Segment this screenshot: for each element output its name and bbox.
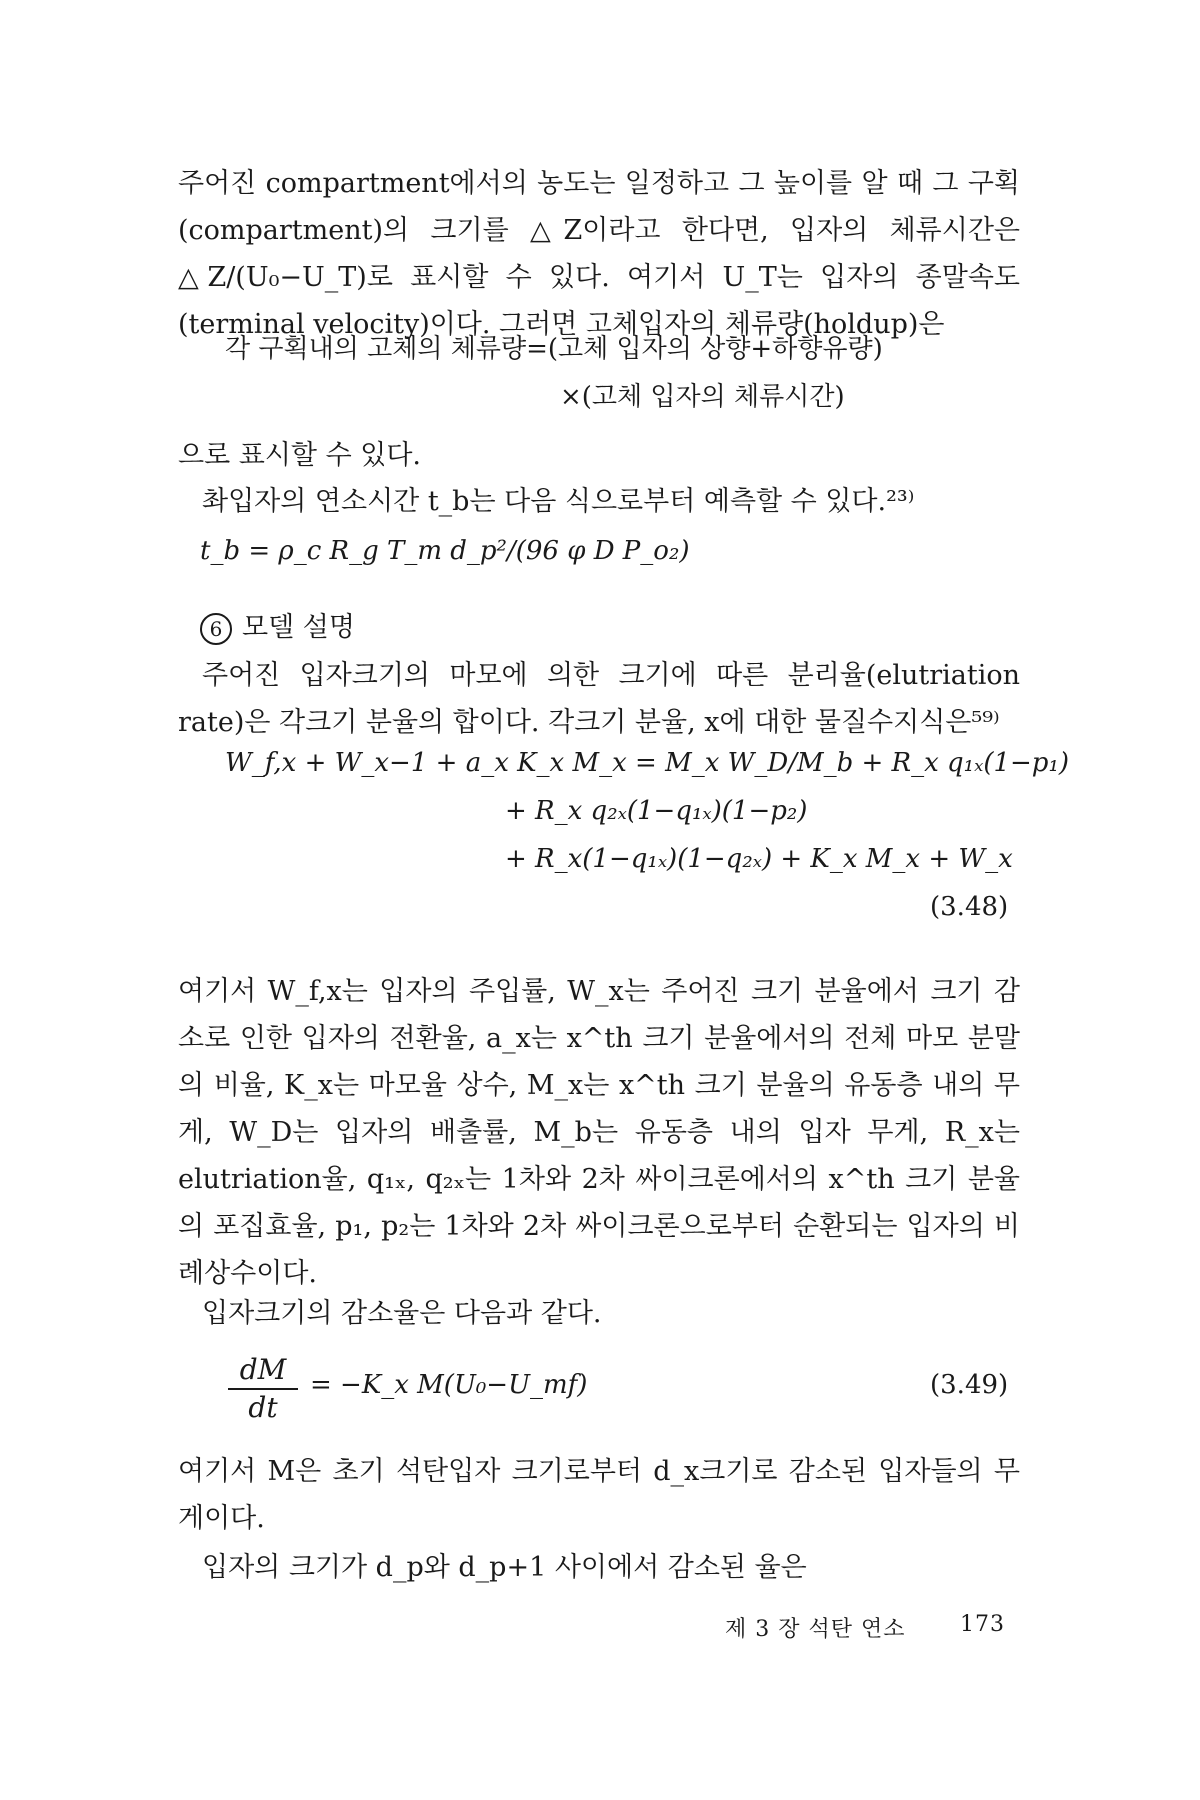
paragraph-size-reduction-intro: 입자크기의 감소율은 다음과 같다. (202, 1298, 602, 1329)
holdup-equation-line2: ×(고체 입자의 체류시간) (560, 382, 845, 412)
equation-number-3-48: (3.48) (930, 892, 1009, 922)
equation-number-3-49: (3.49) (930, 1370, 1009, 1400)
paragraph-display-note: 으로 표시할 수 있다. (178, 440, 421, 471)
mass-balance-line1: W_f,x + W_x−1 + a_x K_x M_x = M_x W_D/M_b + R_x q₁ₓ(1−p₁) (225, 748, 1070, 778)
holdup-equation-line1: 각 구획내의 고체의 체류량=(고체 입자의 상향+하향유량) (225, 334, 883, 364)
section-number-badge: 6 (200, 613, 232, 645)
mass-balance-line2: + R_x q₂ₓ(1−q₁ₓ)(1−p₂) (505, 796, 808, 826)
paragraph-burn-time-intro: 촤입자의 연소시간 t_b는 다음 식으로부터 예측할 수 있다.²³⁾ (202, 486, 915, 517)
paragraph-weight-definition: 여기서 M은 초기 석탄입자 크기로부터 d_x크기로 감소된 입자들의 무게이다. (178, 1456, 1020, 1534)
rate-fraction (228, 1352, 298, 1426)
rate-equation-rhs: = −K_x M(U₀−U_mf) (310, 1370, 588, 1400)
paragraph-compartment: 주어진 compartment에서의 농도는 일정하고 그 높이를 알 때 그 구획(compartment)의 크기를 △Z이라고 한다면, 입자의 체류시간은 △Z/(U₀−U_T)로 표시할 수 있다. 여기서 U_T는 입자의 종말속도(terminal velocity)이다. 그러면 고체입자의 체류량(holdup)은 (178, 168, 1020, 340)
mass-balance-line3: + R_x(1−q₁ₓ)(1−q₂ₓ) + K_x M_x + W_x (505, 844, 1013, 874)
paragraph-variable-definitions: 여기서 W_f,x는 입자의 주입률, W_x는 주어진 크기 분율에서 크기 감소로 인한 입자의 전환율, a_x는 x^th 크기 분율에서의 전체 마모 분말의 비율, K_x는 마모율 상수, M_x는 x^th 크기 분율의 유동층 내의 무게, W_D는 입자의 배출률, M_b는 유동층 내의 입자 무게, R_x는 elutriation율, q₁ₓ, q₂ₓ는 1차와 2차 싸이크론에서의 x^th 크기 분율의 포집효율, p₁, p₂는 1차와 2차 싸이크론으로부터 순환되는 입자의 비례상수이다. (178, 976, 1020, 1289)
section-title: 모델 설명 (242, 612, 355, 643)
footer-chapter: 제 3 장 석탄 연소 (725, 1617, 906, 1642)
burn-time-equation: t_b = ρ_c R_g T_m d_p²/(96 φ D P_o₂) (200, 536, 690, 566)
paragraph-rate-between-sizes: 입자의 크기가 d_p와 d_p+1 사이에서 감소된 율은 (202, 1552, 807, 1583)
rate-denominator: dt (248, 1391, 278, 1424)
paragraph-elutriation: 주어진 입자크기의 마모에 의한 크기에 따른 분리율(elutriation rate)은 각크기 분율의 합이다. 각크기 분율, x에 대한 물질수지식은⁵⁹⁾ (178, 660, 1020, 738)
section-heading (200, 604, 1020, 651)
footer-page-number: 173 (960, 1612, 1005, 1637)
rate-numerator: dM (228, 1352, 298, 1390)
